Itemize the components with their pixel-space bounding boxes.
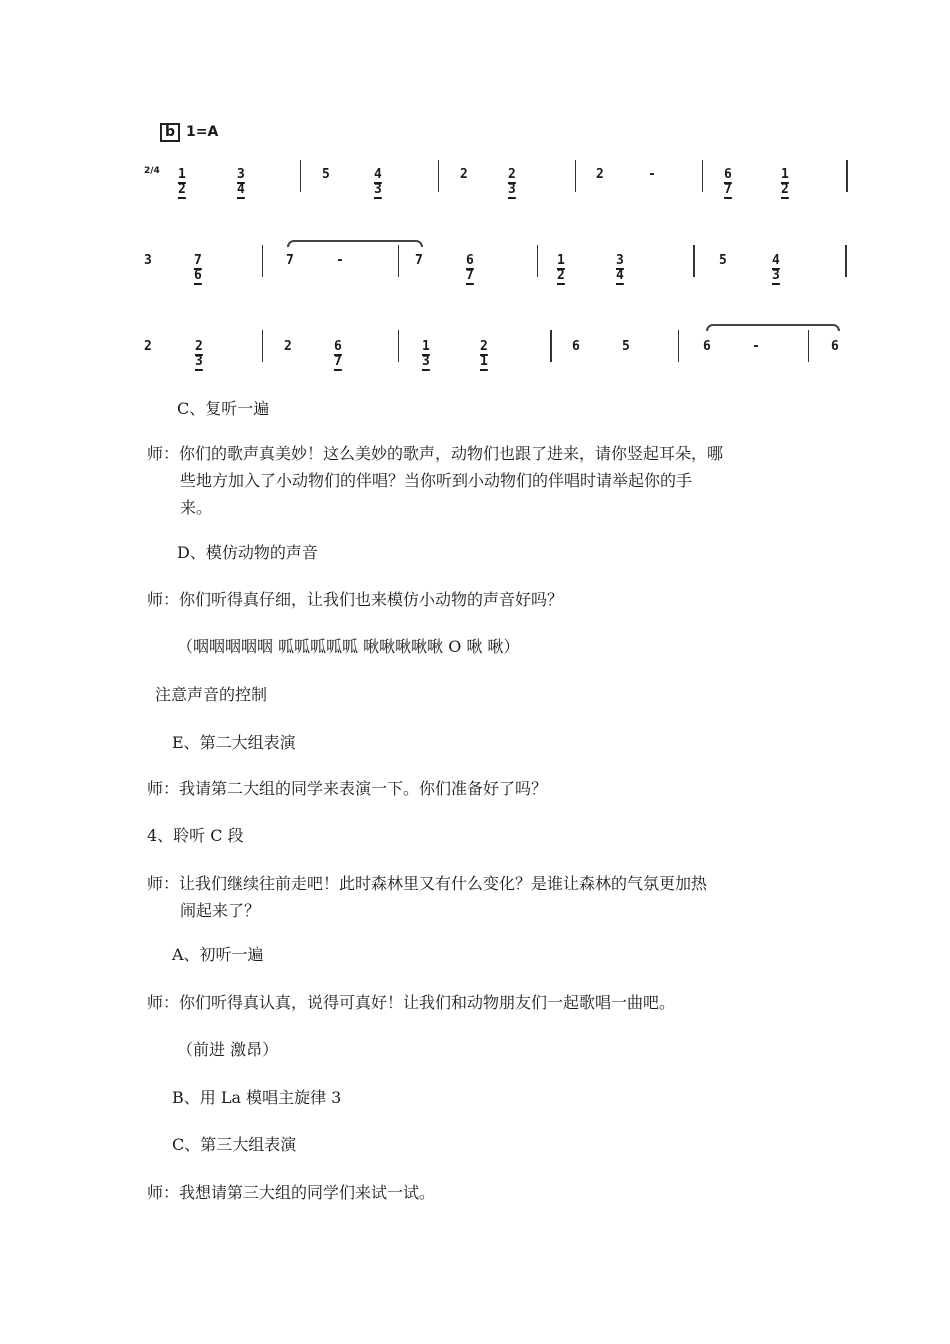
- note-group: 1 2: [781, 167, 789, 197]
- bar-line: [575, 160, 576, 192]
- teacher-line: 师：你们听得真认真，说得可真好！让我们和动物朋友们一起歌唱一曲吧。: [147, 993, 676, 1012]
- note-group: 1 2: [178, 167, 186, 197]
- bar-line: [702, 160, 703, 192]
- bar-line: [262, 245, 263, 277]
- note-group: 5: [622, 339, 630, 354]
- note-group: 4 3: [772, 253, 780, 283]
- note-group: 2 3: [508, 167, 516, 197]
- bar-line: [678, 330, 679, 362]
- note-group: 3: [144, 253, 152, 268]
- bar-line: [398, 330, 399, 362]
- teacher-paragraph: [147, 870, 707, 924]
- step-heading: C、第三大组表演: [172, 1135, 297, 1154]
- slur: [706, 324, 840, 331]
- bar-line: [846, 160, 848, 192]
- bar-line: [300, 160, 301, 192]
- note-group: 2: [284, 339, 292, 354]
- note-group: -: [648, 167, 656, 182]
- note-group: 6 7: [334, 339, 342, 369]
- key-box: b: [160, 123, 180, 142]
- note-line: 注意声音的控制: [155, 685, 268, 704]
- step-heading: D、模仿动物的声音: [177, 543, 318, 562]
- step-heading: E、第二大组表演: [172, 733, 296, 752]
- note-group: 2: [460, 167, 468, 182]
- note-group: 6: [703, 339, 711, 354]
- note-group: 6: [831, 339, 839, 354]
- teacher-line: 师：你们听得真仔细，让我们也来模仿小动物的声音好吗？: [147, 590, 564, 609]
- note-group: 4 3: [374, 167, 382, 197]
- teacher-line: 师：我请第二大组的同学来表演一下。你们准备好了吗？: [147, 779, 548, 798]
- paragraph-line: 师：你们的歌声真美妙！这么美妙的歌声，动物们也跟了进来，请你竖起耳朵，哪: [147, 444, 724, 463]
- note-group: 2: [596, 167, 604, 182]
- paragraph-line: 师：让我们继续往前走吧！此时森林里又有什么变化？是谁让森林的气氛更加热: [147, 874, 708, 893]
- bar-line: [438, 160, 439, 192]
- teacher-line: 师：我想请第三大组的同学们来试一试。: [147, 1183, 436, 1202]
- paragraph-line: 些地方加入了小动物们的伴唱？当你听到小动物们的伴唱时请举起你的手: [180, 471, 693, 490]
- slur: [287, 240, 423, 247]
- bar-line: [693, 245, 695, 277]
- score-key-signature: [160, 123, 218, 142]
- note-group: 7: [415, 253, 423, 268]
- note-group: 7: [286, 253, 294, 268]
- note-group: 5: [322, 167, 330, 182]
- note-group: 1 3: [422, 339, 430, 369]
- step-heading: B、用 La 模唱主旋律 3: [172, 1088, 342, 1107]
- note-group: 2 1: [480, 339, 488, 369]
- bar-line: [808, 330, 809, 362]
- note-group: 7 6: [194, 253, 202, 283]
- paragraph-line: 闹起来了？: [180, 901, 261, 920]
- time-signature: 2/4: [144, 166, 160, 176]
- bar-line: [398, 245, 399, 277]
- note-group: 2 3: [195, 339, 203, 369]
- note-group: 3 4: [616, 253, 624, 283]
- section-heading: 4、聆听 C 段: [147, 826, 244, 845]
- note-group: -: [336, 253, 344, 268]
- note-group: 1 2: [557, 253, 565, 283]
- key-label: 1=A: [186, 124, 219, 140]
- bar-line: [550, 330, 552, 362]
- bar-line: [537, 245, 538, 277]
- note-group: -: [752, 339, 760, 354]
- note-group: 6 7: [724, 167, 732, 197]
- teacher-paragraph: [147, 440, 723, 521]
- sound-examples: （咽咽咽咽咽 呱呱呱呱呱 啾啾啾啾啾 O 啾 啾）: [177, 637, 520, 656]
- note-group: 2: [144, 339, 152, 354]
- mood-line: （前进 激昂）: [177, 1040, 279, 1059]
- step-heading: A、初听一遍: [172, 945, 264, 964]
- note-group: 6: [572, 339, 580, 354]
- step-heading: C、复听一遍: [177, 399, 270, 418]
- paragraph-line: 来。: [180, 498, 213, 517]
- bar-line: [262, 330, 263, 362]
- note-group: 5: [719, 253, 727, 268]
- bar-line: [845, 245, 847, 277]
- note-group: 6 7: [466, 253, 474, 283]
- note-group: 3 4: [237, 167, 245, 197]
